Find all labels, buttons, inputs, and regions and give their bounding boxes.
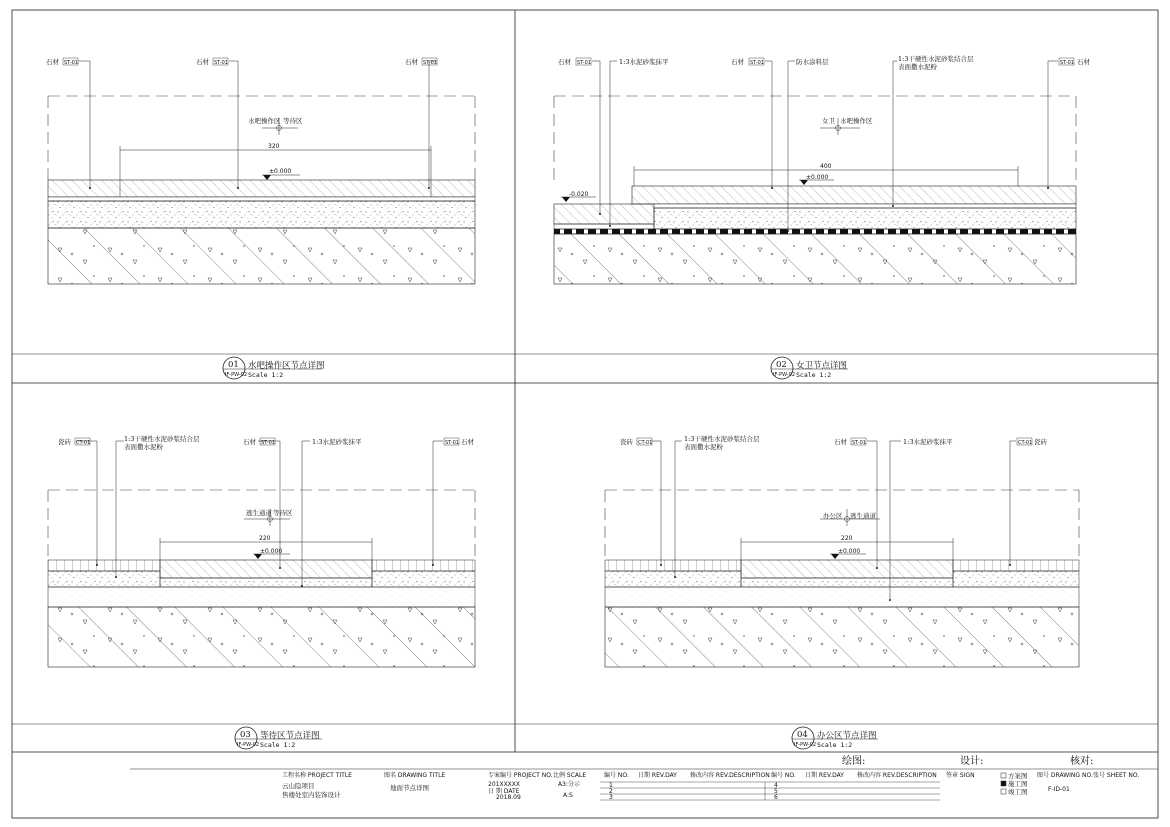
d2-number: 02 xyxy=(776,360,787,370)
tb-scale-value2: A:S xyxy=(563,792,573,799)
d3-left-code: CT-01 xyxy=(76,440,91,446)
d1-zone2: 等待区 xyxy=(283,117,303,125)
title-bubble-02 xyxy=(771,357,848,379)
tb-stage-1: 方案图 xyxy=(1008,772,1028,780)
d4-zone: 办公区 xyxy=(823,512,843,520)
d4-mid-material: 石材 xyxy=(834,438,847,446)
tb-drawing-title-label: 图名 DRAWING TITLE xyxy=(384,772,446,779)
tb-rev-row-4: 4 xyxy=(774,782,778,789)
d2-mortar: 1:3水泥砂浆抹平 xyxy=(619,58,669,66)
d2-scale: Scale 1:2 xyxy=(796,371,832,379)
d3-dimension: 220 xyxy=(259,535,271,542)
d2-right-material: 石材 xyxy=(1077,58,1090,66)
d2-waterproof: 防水涂料层 xyxy=(796,58,829,66)
tb-project-no-label: 专案编号 PROJECT NO. xyxy=(488,772,553,779)
d4-right-code: CT-01 xyxy=(1018,440,1033,446)
d2-dry-mortar-1: 1:3干硬性水泥砂浆结合层 xyxy=(898,55,974,63)
tb-sign-label: 签章 SIGN xyxy=(946,772,975,779)
d1-mid-material: 石材 xyxy=(196,58,209,66)
tb-rev-row-1: 1 xyxy=(609,782,613,789)
tb-project-no: 201XXXXX xyxy=(488,781,521,788)
tb-date: 2018.09 xyxy=(496,794,521,801)
d3-elevation: ±0.000 xyxy=(260,548,283,555)
d2-left-code: ST-01 xyxy=(577,60,591,66)
d4-ref: IF-PW-02 xyxy=(794,742,817,748)
detail-02 xyxy=(554,61,1076,284)
d2-mid-material: 石材 xyxy=(731,58,744,66)
d2-ref: IF-PW-02 xyxy=(773,372,796,378)
d1-dimension: 320 xyxy=(268,143,280,150)
d1-left-code: ST-01 xyxy=(64,60,78,66)
d4-title: 办公区节点详图 xyxy=(817,731,877,741)
tb-rev-no-label: 编号 NO. xyxy=(604,772,629,779)
tb-rev-row-2: 2 xyxy=(609,788,613,795)
tb-rev-row-3: 3 xyxy=(609,794,613,801)
d1-title: 水吧操作区节点详图 xyxy=(248,361,325,371)
d4-dry-mortar-2: 表面撒水泥粉 xyxy=(684,443,723,451)
signoff-design: 设计: xyxy=(960,756,984,767)
d1-elevation: ±0.000 xyxy=(269,168,292,175)
tb-rev-desc-label: 修改内容 REV.DESCRIPTION xyxy=(690,772,770,779)
d1-left-material: 石材 xyxy=(46,58,59,66)
d3-right-material: 石材 xyxy=(461,438,474,446)
tb-drawing-title: 地面节点详图 xyxy=(390,784,429,792)
tb-scale-label: 比例 SCALE xyxy=(553,772,587,779)
d2-right-code: ST-01 xyxy=(1060,60,1074,66)
d1-number: 01 xyxy=(228,360,239,370)
d3-right-code: ST-01 xyxy=(445,440,459,446)
tb-rev-no-label2: 编号 NO. xyxy=(771,772,796,779)
tb-rev-desc-label2: 修改内容 REV.DESCRIPTION xyxy=(857,772,937,779)
d2-elevation2: -0.020 xyxy=(569,191,589,198)
d3-dry-mortar-1: 1:3干硬性水泥砂浆结合层 xyxy=(124,435,200,443)
tb-stage-3: 竣工图 xyxy=(1008,788,1028,796)
detail-01 xyxy=(48,61,475,284)
d2-title: 女卫节点详图 xyxy=(796,361,848,371)
d4-dry-mortar-1: 1:3干硬性水泥砂浆结合层 xyxy=(684,435,760,443)
title-bubble-03 xyxy=(235,727,322,749)
d4-number: 04 xyxy=(797,730,808,740)
tb-rev-row-5: 5 xyxy=(774,788,778,795)
d3-mortar: 1:3水泥砂浆抹平 xyxy=(312,438,362,446)
d4-elevation: ±0.000 xyxy=(838,548,861,555)
d4-left-material: 瓷砖 xyxy=(620,438,633,446)
tb-scale-value: A3:分示 xyxy=(558,781,580,788)
tb-drawing-no: F-ID-01 xyxy=(1048,786,1070,793)
d4-left-code: CT-01 xyxy=(638,440,653,446)
d2-dry-mortar-2: 表面撒水泥粉 xyxy=(898,63,937,71)
tb-rev-date-label2: 日期 REV.DAY xyxy=(805,772,844,779)
d1-zone: 水吧操作区 xyxy=(248,117,281,125)
d2-zone2: 水吧操作区 xyxy=(840,117,873,125)
tb-rev-date-label: 日期 REV.DAY xyxy=(638,772,677,779)
d1-right-code: ST-01 xyxy=(423,60,437,66)
d2-elevation: ±0.000 xyxy=(806,174,829,181)
tb-stage-2: 施工图 xyxy=(1008,780,1028,788)
d2-left-material: 石材 xyxy=(558,58,571,66)
d1-right-material: 石材 xyxy=(405,58,418,66)
d4-scale: Scale 1:2 xyxy=(817,741,853,749)
d3-scale: Scale 1:2 xyxy=(260,741,296,749)
tb-drawing-no-label: 图号 DRAWING NO. xyxy=(1037,772,1093,779)
d4-right-material: 瓷砖 xyxy=(1034,438,1047,446)
title-bubble-01 xyxy=(223,357,325,379)
d1-ref: IF-PW-02 xyxy=(225,372,248,378)
d4-mid-code: ST-01 xyxy=(852,440,866,446)
d3-title: 等待区节点详图 xyxy=(260,731,320,741)
d3-zone: 逃生通道 xyxy=(246,509,272,517)
d3-mid-code: ST-01 xyxy=(261,440,275,446)
d3-mid-material: 石材 xyxy=(243,438,256,446)
d3-dry-mortar-2: 表面撒水泥粉 xyxy=(124,443,163,451)
tb-sheet-no-label: 张号 SHEET NO. xyxy=(1093,772,1140,779)
d3-zone2: 等待区 xyxy=(273,509,293,517)
d4-zone2: 逃生通道 xyxy=(850,512,876,520)
d1-scale: Scale 1:2 xyxy=(248,371,284,379)
d4-dimension: 220 xyxy=(841,535,853,542)
tb-project-name-1: 云山隐项目 xyxy=(282,782,315,790)
signoff-check: 核对: xyxy=(1070,756,1094,767)
d3-ref: IF-PW-02 xyxy=(237,742,260,748)
d2-dimension: 400 xyxy=(820,163,832,170)
tb-rev-row-6: 6 xyxy=(774,794,778,801)
d3-left-material: 瓷砖 xyxy=(58,438,71,446)
d4-mortar: 1:3水泥砂浆抹平 xyxy=(903,438,953,446)
title-bubble-04 xyxy=(792,727,878,749)
d1-mid-code: ST-01 xyxy=(214,60,228,66)
tb-project-title-label: 工程名称 PROJECT TITLE xyxy=(282,772,352,779)
signoff-draw: 绘图: xyxy=(842,756,866,767)
d3-number: 03 xyxy=(240,730,251,740)
d2-mid-code: ST-01 xyxy=(750,60,764,66)
tb-date-label: 日 期 DATE xyxy=(488,788,520,795)
sheet-border xyxy=(12,10,1158,818)
tb-project-name-2: 售楼处室内装饰设计 xyxy=(282,791,341,799)
d2-zone: 女卫 xyxy=(822,117,835,125)
